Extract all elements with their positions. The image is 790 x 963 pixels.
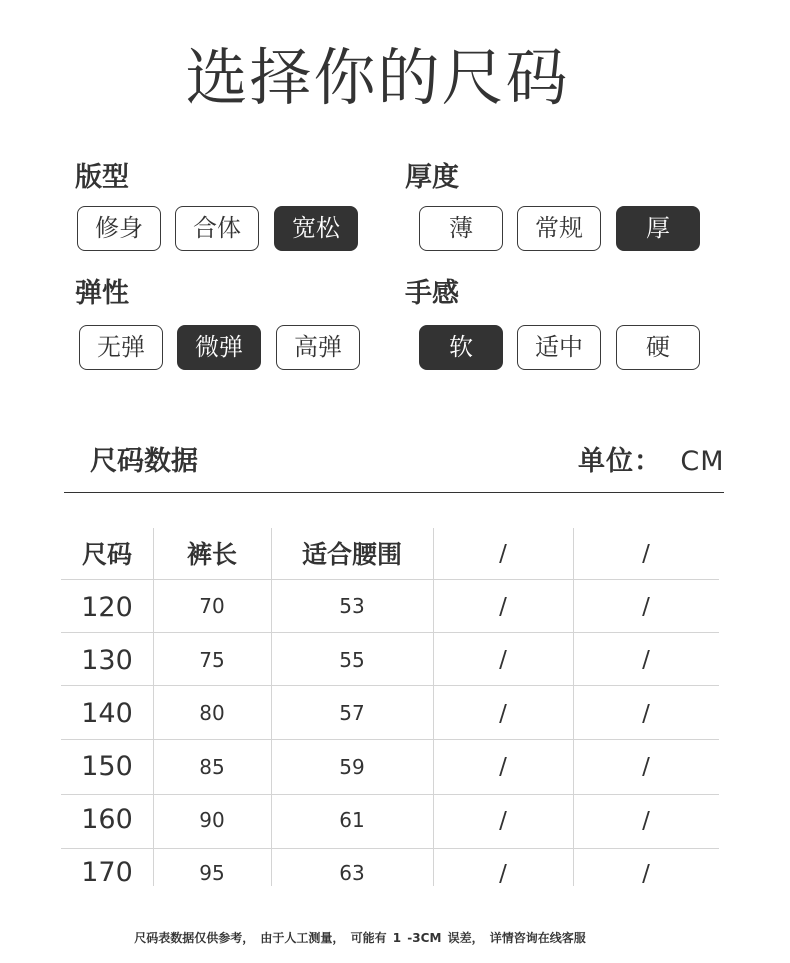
feel-option-hard[interactable]: 硬 <box>616 325 700 370</box>
elasticity-label: 弹性 <box>75 278 129 309</box>
page-title: 选择你的尺码 <box>185 41 570 114</box>
length-cell: 70 <box>199 594 225 618</box>
fit-option-slim[interactable]: 修身 <box>77 206 161 251</box>
thickness-option-thin[interactable]: 薄 <box>419 206 503 251</box>
section-divider <box>64 492 724 493</box>
size-cell: 170 <box>81 857 133 888</box>
table-row-divider <box>61 848 719 849</box>
unit-value: CM <box>680 446 725 477</box>
unit-label <box>578 442 725 482</box>
length-cell: 75 <box>199 648 225 672</box>
thickness-option-thick[interactable]: 厚 <box>616 206 700 251</box>
waist-cell: 61 <box>339 808 365 832</box>
waist-cell: 59 <box>339 755 365 779</box>
unit-label-text: 单位： <box>578 446 662 477</box>
empty-cell: / <box>642 647 650 673</box>
elasticity-option-none[interactable]: 无弹 <box>79 325 163 370</box>
footnote: 尺码表数据仅供参考， 由于人工测量， 可能有 1 -3CM 误差， 详情咨询在线客服 <box>134 931 586 945</box>
table-row-divider <box>61 794 719 795</box>
fit-label: 版型 <box>75 162 129 193</box>
empty-cell: / <box>642 808 650 834</box>
length-cell: 90 <box>199 808 225 832</box>
table-header-cell: 适合腰围 <box>301 540 402 569</box>
waist-cell: 63 <box>339 861 365 885</box>
empty-cell: / <box>499 701 507 727</box>
waist-cell: 55 <box>339 648 365 672</box>
empty-cell: / <box>642 701 650 727</box>
empty-cell: / <box>642 861 650 887</box>
empty-cell: / <box>642 754 650 780</box>
feel-label: 手感 <box>405 278 459 309</box>
table-header-cell: / <box>642 541 650 567</box>
empty-cell: / <box>499 754 507 780</box>
size-data-title: 尺码数据 <box>90 446 198 477</box>
length-cell: 80 <box>199 701 225 725</box>
empty-cell: / <box>499 647 507 673</box>
feel-option-medium[interactable]: 适中 <box>517 325 601 370</box>
table-row-divider <box>61 632 719 633</box>
size-cell: 140 <box>81 698 133 729</box>
length-cell: 85 <box>199 755 225 779</box>
empty-cell: / <box>499 808 507 834</box>
size-cell: 130 <box>81 645 133 676</box>
elasticity-option-high[interactable]: 高弹 <box>276 325 360 370</box>
size-cell: 120 <box>81 592 133 623</box>
table-row-divider <box>61 579 719 580</box>
table-header-cell: 裤长 <box>186 540 237 569</box>
size-cell: 160 <box>81 804 133 835</box>
thickness-option-normal[interactable]: 常规 <box>517 206 601 251</box>
fit-option-regular[interactable]: 合体 <box>175 206 259 251</box>
size-cell: 150 <box>81 751 133 782</box>
table-header-cell: / <box>499 541 507 567</box>
length-cell: 95 <box>199 861 225 885</box>
thickness-label: 厚度 <box>405 162 459 193</box>
empty-cell: / <box>499 594 507 620</box>
table-row-divider <box>61 685 719 686</box>
empty-cell: / <box>642 594 650 620</box>
elasticity-option-slight[interactable]: 微弹 <box>177 325 261 370</box>
empty-cell: / <box>499 861 507 887</box>
feel-option-soft[interactable]: 软 <box>419 325 503 370</box>
table-row-divider <box>61 739 719 740</box>
table-header-cell: 尺码 <box>81 540 132 569</box>
fit-option-loose[interactable]: 宽松 <box>274 206 358 251</box>
waist-cell: 53 <box>339 594 365 618</box>
waist-cell: 57 <box>339 701 365 725</box>
